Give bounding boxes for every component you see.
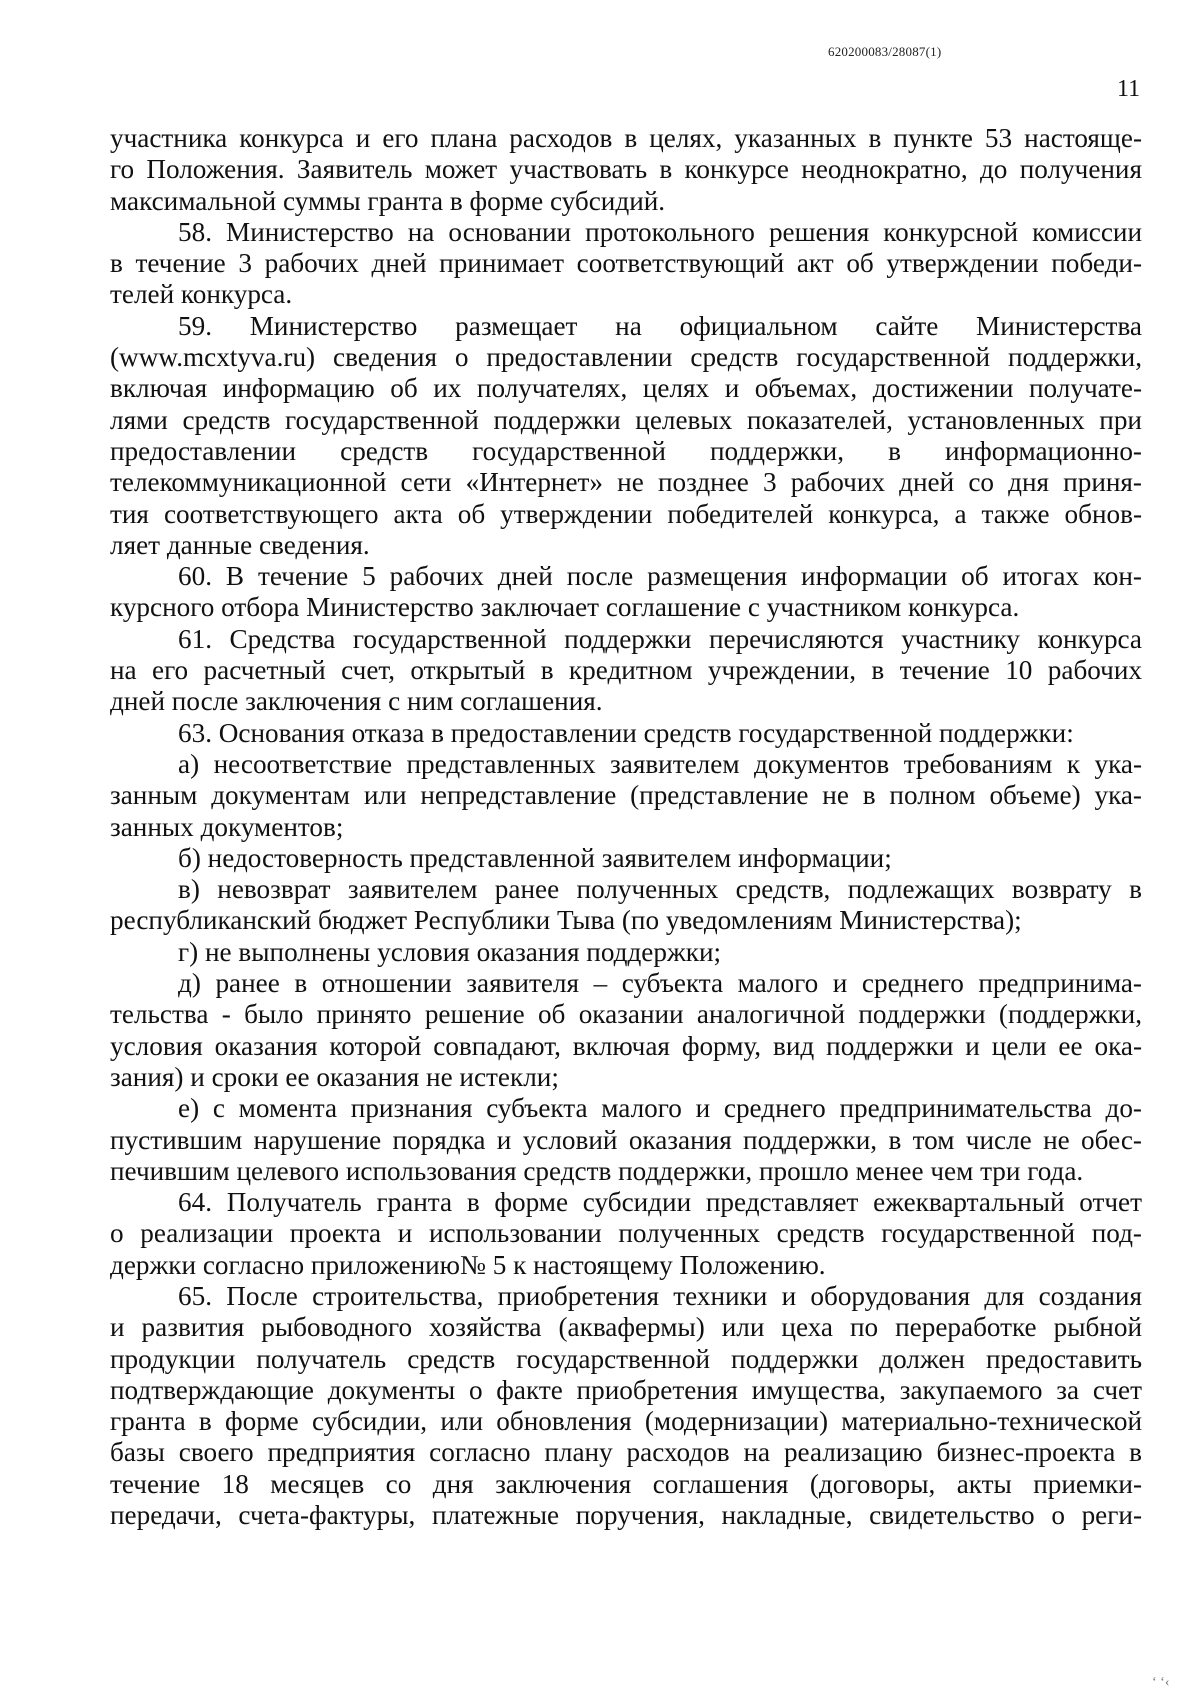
text-line: подтверждающие документы о факте приобретения имущества, закупаемого за счет [110,1374,1142,1405]
text-line: пустившим нарушение порядка и условий оказания поддержки, в том числе не обес- [110,1124,1142,1155]
text-line: 59. Министерство размещает на официальном сайте Министерства [178,310,1142,341]
text-line: го Положения. Заявитель может участвовать в конкурсе неоднократно, до получения [110,154,1142,185]
document-id: 620200083/28087(1) [828,44,942,59]
text-line: (www.mcxtyva.ru) сведения о предоставлении средств государственной поддержки, [110,342,1142,373]
text-line: базы своего предприятия согласно плану расходов на реализацию бизнес-проекта в [110,1437,1142,1468]
text-line: в течение 3 рабочих дней принимает соответствующий акт об утверждении победи- [110,248,1142,279]
text-line: а) несоответствие представленных заявителем документов требованиям к ука- [178,748,1142,779]
text-line: д) ранее в отношении заявителя – субъекта малого и среднего предпринима- [178,968,1142,999]
text-line: е) с момента признания субъекта малого и среднего предпринимательства до- [178,1093,1142,1124]
page-number: 11 [1117,76,1141,102]
text-line: зания) и сроки ее оказания не истекли; [110,1061,559,1092]
text-line: ляет данные сведения. [110,529,370,560]
text-line: максимальной суммы гранта в форме субсидий. [110,185,666,216]
text-line: 65. После строительства, приобретения техники и оборудования для создания [178,1280,1142,1311]
text-line: тия соответствующего акта об утверждении победителей конкурса, а также обнов- [110,498,1142,529]
text-line: в) невозврат заявителем ранее полученных средств, подлежащих возврату в [178,874,1142,905]
text-line: республиканский бюджет Республики Тыва (по уведомлениям Министерства); [110,905,1022,936]
text-line: печившим целевого использования средств поддержки, прошло менее чем три года. [110,1155,1084,1186]
text-line: б) недостоверность представленной заявителем информации; [178,842,892,873]
text-line: г) не выполнены условия оказания поддержки; [178,936,722,967]
text-line: 63. Основания отказа в предоставлении средств государственной поддержки: [178,717,1074,748]
text-line: курсного отбора Министерство заключает соглашение с участником конкурса. [110,592,1020,623]
text-line: телей конкурса. [110,279,293,310]
text-line: течение 18 месяцев со дня заключения соглашения (договоры, акты приемки- [110,1468,1142,1499]
body-text [110,123,1142,1531]
text-line: включая информацию об их получателях, целях и объемах, достижении получате- [110,373,1142,404]
text-line: продукции получатель средств государственной поддержки должен предоставить [110,1343,1142,1374]
text-line: занных документов; [110,811,344,842]
text-line: держки согласно приложению№ 5 к настоящему Положению. [110,1249,826,1280]
text-line: дней после заключения с ним соглашения. [110,686,603,717]
scan-artifact: ‘ ‘‹ [1152,1675,1170,1690]
text-line: предоставлении средств государственной поддержки, в информационно- [110,435,1142,466]
text-line: телекоммуникационной сети «Интернет» не позднее 3 рабочих дней со дня приня- [110,467,1142,498]
text-line: передачи, счета-фактуры, платежные поручения, накладные, свидетельство о реги- [110,1500,1142,1531]
text-line: условия оказания которой совпадают, включая форму, вид поддержки и цели ее ока- [110,1030,1142,1061]
text-line: 61. Средства государственной поддержки перечисляются участнику конкурса [178,623,1142,654]
text-line: о реализации проекта и использовании полученных средств государственной под- [110,1218,1142,1249]
text-line: лями средств государственной поддержки целевых показателей, установленных при [110,404,1142,435]
text-line: и развития рыбоводного хозяйства (аквафермы) или цеха по переработке рыбной [110,1312,1142,1343]
text-line: на его расчетный счет, открытый в кредитном учреждении, в течение 10 рабочих [110,655,1142,686]
text-line: участника конкурса и его плана расходов в целях, указанных в пункте 53 настояще- [110,123,1142,153]
text-line: 60. В течение 5 рабочих дней после размещения информации об итогах кон- [178,561,1142,592]
text-line: тельства - было принято решение об оказании аналогичной поддержки (поддержки, [110,999,1142,1030]
text-line: 64. Получатель гранта в форме субсидии представляет ежеквартальный отчет [178,1187,1142,1218]
text-line: гранта в форме субсидии, или обновления (модернизации) материально-технической [110,1406,1142,1437]
text-line: 58. Министерство на основании протокольного решения конкурсной комиссии [178,216,1142,247]
text-line: занным документам или непредставление (представление не в полном объеме) ука- [110,780,1142,811]
